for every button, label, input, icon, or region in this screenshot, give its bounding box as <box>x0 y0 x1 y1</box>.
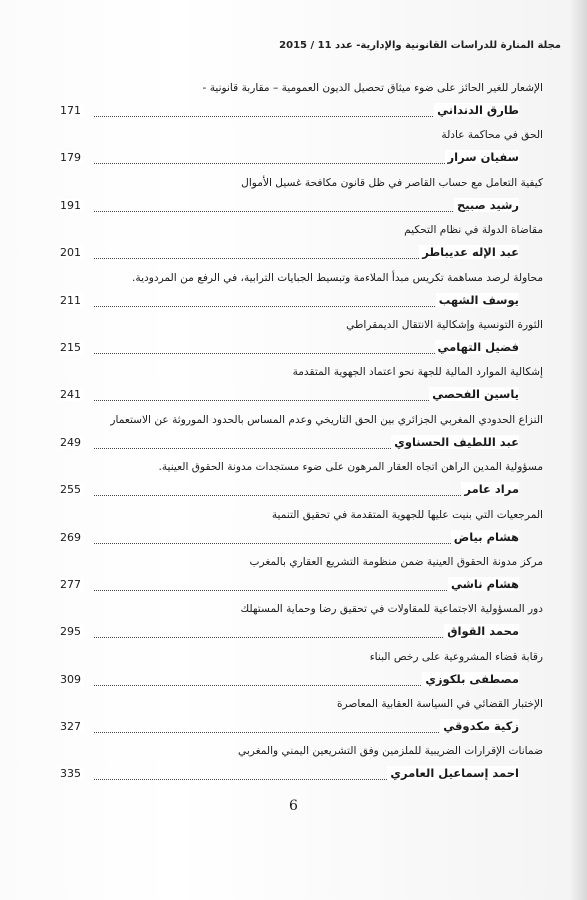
toc-entry-page: 335 <box>60 767 84 780</box>
toc-entry <box>60 651 543 698</box>
toc-entry-page: 295 <box>60 625 84 638</box>
toc-entry-author: مصطفى بلكوزي <box>422 672 519 686</box>
toc-entry-title: الإختبار القضائي في السياسة العقابية المعاصرة <box>336 698 543 711</box>
toc-entry <box>60 224 543 271</box>
toc-entry-author: هشام ناشي <box>448 577 519 591</box>
toc-entry-title: محاولة لرصد مساهمة تكريس مبدأ الملاءمة وتبسيط الجبايات الترابية، في الرفع من المردودية. <box>132 271 543 284</box>
toc-entry-page: 255 <box>60 483 84 496</box>
toc-entry <box>60 461 543 508</box>
toc-entry-title: الإشعار للغير الحائز على ضوء ميثاق تحصيل الديون العمومية – مقاربة قانونية - <box>202 82 543 94</box>
dot-leader <box>94 211 503 212</box>
toc-entry-title: النزاع الحدودي المغربي الجزائري بين الحق التاريخي وعدم المساس بالحدود الموروثة عن الاستعمار <box>110 413 543 426</box>
toc-entry-page: 309 <box>60 673 84 686</box>
toc-entry-author: رشيد صبيح <box>454 198 519 212</box>
dot-leader <box>94 495 503 496</box>
toc-entry-page: 327 <box>60 720 84 733</box>
toc-entry-title: الثورة التونسية وإشكالية الانتقال الديمقراطي <box>346 318 543 331</box>
toc-entry-page: 215 <box>60 341 84 354</box>
toc-entry <box>60 745 543 792</box>
journal-header-title: مجلة المنارة للدراسات القانونية والإدارية- عدد 11 / 2015 <box>279 40 561 51</box>
toc-entry-author: فضيل التهامي <box>435 340 519 354</box>
dot-leader <box>94 637 503 638</box>
toc-entry-page: 277 <box>60 578 84 591</box>
toc-entry-page: 241 <box>60 388 84 401</box>
toc-entry <box>60 509 543 556</box>
page-number: 6 <box>289 798 298 814</box>
toc-entry-title: ضمانات الإقرارات الضريبية للملزمين وفق التشريعين اليمني والمغربي <box>238 745 543 758</box>
toc-entry-page: 269 <box>60 531 84 544</box>
toc-entry-title: مقاضاة الدولة في نظام التحكيم <box>404 224 543 237</box>
toc-entry-author: ياسين الفحصي <box>429 387 519 401</box>
dot-leader <box>94 543 503 544</box>
toc-entry-author: محمد القواق <box>444 624 519 638</box>
toc-entry-page: 191 <box>60 199 84 212</box>
toc-entry <box>60 556 543 603</box>
toc-entry-author: هشام بياض <box>451 530 519 544</box>
toc-entry-author: مراد عامر <box>461 482 519 496</box>
toc-entry-title: كيفية التعامل مع حساب القاصر في ظل قانون مكافحة غسيل الأموال <box>241 176 543 189</box>
toc-entry <box>60 414 543 461</box>
toc-entry-author: عبد الإله عديباطر <box>419 245 519 259</box>
toc-entry-page: 249 <box>60 436 84 449</box>
toc-entry-title: مركز مدونة الحقوق العينية ضمن منظومة التشريع العقاري بالمغرب <box>249 555 543 568</box>
journal-header <box>36 40 561 56</box>
toc-entry-title: دور المسؤولية الاجتماعية للمقاولات في تحقيق رضا وحماية المستهلك <box>240 603 543 616</box>
toc-entry-author: عبد اللطيف الحسناوي <box>391 435 519 449</box>
toc-entry <box>60 129 543 176</box>
toc-entry <box>60 177 543 224</box>
toc-entry-page: 211 <box>60 294 84 307</box>
toc-entry <box>60 319 543 366</box>
toc-entry-page: 179 <box>60 151 84 164</box>
dot-leader <box>94 163 503 164</box>
toc-entry-title: الحق في محاكمة عادلة <box>441 129 543 142</box>
toc-entry <box>60 272 543 319</box>
toc-entry <box>60 698 543 745</box>
toc-entry-title: مسؤولية المدين الراهن اتجاه العقار المرهون على ضوء مستجدات مدونة الحقوق العينية. <box>158 461 543 474</box>
toc-entry <box>60 366 543 413</box>
toc-entry <box>60 603 543 650</box>
toc-entry-page: 171 <box>60 104 84 117</box>
toc-entry-author: احمد إسماعيل العامري <box>387 766 519 780</box>
toc-entry-author: يوسف الشهب <box>436 293 519 307</box>
toc-entry-title: رقابة قضاء المشروعية على رخص البناء <box>369 650 543 663</box>
toc-entry-author: سفيان سرار <box>445 150 519 164</box>
toc-entry-title: المرجعيات التي بنيت عليها للجهوية المتقدمة في تحقيق التنمية <box>271 508 543 521</box>
toc-entry <box>60 82 543 129</box>
dot-leader <box>94 590 503 591</box>
toc-entry-page: 201 <box>60 246 84 259</box>
toc-entry-title: إشكالية الموارد المالية للجهة نحو اعتماد الجهوية المتقدمة <box>292 366 543 379</box>
toc-entry-author: طارق الدنداني <box>434 103 519 117</box>
table-of-contents <box>60 82 543 793</box>
toc-entry-author: زكية مكدوقي <box>440 719 519 733</box>
